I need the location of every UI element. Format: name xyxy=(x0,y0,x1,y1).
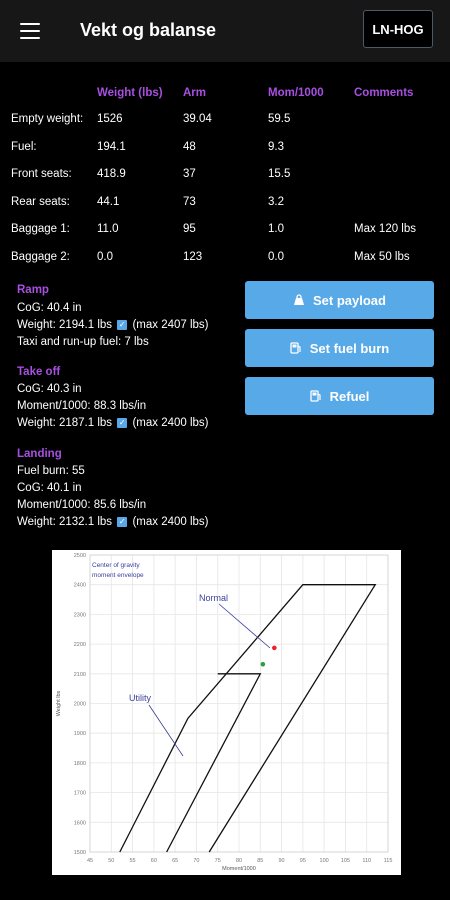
set-payload-button[interactable] xyxy=(245,281,434,319)
table-cell-weight: 194.1 xyxy=(97,141,126,153)
table-cell-label: Fuel: xyxy=(11,141,37,153)
table-cell-arm: 73 xyxy=(183,196,196,208)
takeoff-point xyxy=(272,646,277,651)
y-tick-label: 2000 xyxy=(73,701,86,708)
takeoff-weight-line xyxy=(17,417,209,429)
landing-title: Landing xyxy=(17,448,62,460)
takeoff-weight-max: (max 2400 lbs) xyxy=(132,417,209,429)
fuel-pump-icon xyxy=(290,342,302,354)
table-cell-arm: 39.04 xyxy=(183,113,212,125)
x-tick-label: 50 xyxy=(108,858,115,864)
landing-cog: CoG: 40.1 in xyxy=(17,482,82,494)
table-cell-weight: 11.0 xyxy=(97,223,119,235)
column-header-weight: Weight (lbs) xyxy=(97,87,163,99)
x-tick-label: 115 xyxy=(383,858,393,864)
table-cell-arm: 95 xyxy=(183,223,196,235)
y-axis-label: Weight lbs xyxy=(56,690,62,717)
y-tick-label: 1700 xyxy=(73,790,86,797)
x-tick-label: 100 xyxy=(319,858,329,864)
cg-chart-svg xyxy=(52,550,401,875)
x-tick-label: 65 xyxy=(172,858,179,864)
y-tick-label: 2100 xyxy=(73,671,86,678)
x-tick-label: 45 xyxy=(86,858,94,864)
landing-point xyxy=(261,662,266,667)
annotation-utility: Utility xyxy=(129,693,151,703)
annotation-normal: Normal xyxy=(199,593,229,603)
y-tick-label: 2200 xyxy=(73,642,86,649)
x-tick-label: 55 xyxy=(129,858,136,864)
refuel-button[interactable] xyxy=(245,377,434,415)
column-header-comments: Comments xyxy=(354,87,414,99)
x-axis-label: Moment/1000 xyxy=(222,866,256,872)
y-tick-label: 2300 xyxy=(73,612,86,619)
ramp-weight-line xyxy=(17,319,209,331)
table-cell-label: Empty weight: xyxy=(11,113,84,125)
set-fuel-burn-button[interactable] xyxy=(245,329,434,367)
y-tick-label: 2400 xyxy=(73,582,86,589)
y-tick-label: 1800 xyxy=(73,760,86,767)
table-cell-weight: 1526 xyxy=(97,113,123,125)
check-icon: ✓ xyxy=(118,319,126,329)
table-cell-mom: 59.5 xyxy=(268,113,291,125)
hamburger-menu-icon[interactable] xyxy=(20,23,40,39)
landing-moment: Moment/1000: 85.6 lbs/in xyxy=(17,499,147,511)
ramp-taxi-fuel: Taxi and run-up fuel: 7 lbs xyxy=(17,336,149,348)
table-cell-label: Rear seats: xyxy=(11,196,70,208)
app-bar xyxy=(0,0,450,62)
x-tick-label: 95 xyxy=(299,858,306,864)
takeoff-title: Take off xyxy=(17,366,61,378)
table-cell-weight: 0.0 xyxy=(97,251,113,263)
table-cell-mom: 1.0 xyxy=(268,223,284,235)
x-tick-label: 105 xyxy=(340,858,351,864)
column-header-moment: Mom/1000 xyxy=(268,87,324,99)
cg-envelope-chart xyxy=(52,550,401,875)
takeoff-cog: CoG: 40.3 in xyxy=(17,383,82,395)
x-tick-label: 60 xyxy=(150,858,157,864)
aircraft-registration-button[interactable]: LN-HOG xyxy=(363,10,433,48)
x-tick-label: 80 xyxy=(235,858,243,864)
x-tick-label: 75 xyxy=(214,858,221,864)
landing-weight-line xyxy=(17,516,209,528)
chart-title-line-1: Center of gravity xyxy=(92,562,140,569)
table-cell-arm: 48 xyxy=(183,141,196,153)
x-tick-label: 85 xyxy=(257,858,264,864)
table-cell-mom: 3.2 xyxy=(268,196,284,208)
y-tick-label: 1900 xyxy=(73,731,86,738)
weight-icon xyxy=(293,294,305,306)
table-cell-comment: Max 50 lbs xyxy=(354,251,410,263)
page-title: Vekt og balanse xyxy=(80,20,217,40)
y-tick-label: 2500 xyxy=(73,553,86,559)
table-cell-mom: 9.3 xyxy=(268,141,284,153)
fuel-pump-icon xyxy=(310,390,322,402)
table-cell-arm: 37 xyxy=(183,168,196,180)
landing-weight-max: (max 2400 lbs) xyxy=(132,516,209,528)
table-cell-label: Baggage 2: xyxy=(11,251,70,263)
x-tick-label: 90 xyxy=(278,858,285,864)
table-cell-weight: 44.1 xyxy=(97,196,120,208)
ramp-title: Ramp xyxy=(17,284,49,296)
table-cell-comment: Max 120 lbs xyxy=(354,223,417,235)
ramp-weight-max: (max 2407 lbs) xyxy=(132,319,209,331)
landing-weight: Weight: 2132.1 lbs xyxy=(17,516,113,528)
check-icon: ✓ xyxy=(118,516,126,526)
table-cell-label: Front seats: xyxy=(11,168,72,180)
table-cell-label: Baggage 1: xyxy=(11,223,70,235)
ramp-cog: CoG: 40.4 in xyxy=(17,302,82,314)
y-tick-label: 1500 xyxy=(73,850,86,856)
table-cell-mom: 0.0 xyxy=(268,251,284,263)
takeoff-weight: Weight: 2187.1 lbs xyxy=(17,417,113,429)
chart-title-line-2: moment envelope xyxy=(92,572,144,579)
y-tick-label: 1600 xyxy=(73,820,86,827)
x-tick-label: 110 xyxy=(362,858,372,864)
table-cell-weight: 418.9 xyxy=(97,168,126,180)
column-header-arm: Arm xyxy=(183,87,207,99)
check-icon: ✓ xyxy=(118,417,126,427)
annotation-normal-pointer xyxy=(219,604,270,648)
set-fuel-burn-label: Set fuel burn xyxy=(309,340,390,356)
ramp-weight: Weight: 2194.1 lbs xyxy=(17,319,113,331)
refuel-label: Refuel xyxy=(329,388,370,404)
x-tick-label: 70 xyxy=(193,858,200,864)
set-payload-label: Set payload xyxy=(313,292,386,308)
table-cell-mom: 15.5 xyxy=(268,168,291,180)
takeoff-moment: Moment/1000: 88.3 lbs/in xyxy=(17,400,147,412)
table-cell-arm: 123 xyxy=(183,251,203,263)
landing-fuel-burn: Fuel burn: 55 xyxy=(17,465,85,477)
